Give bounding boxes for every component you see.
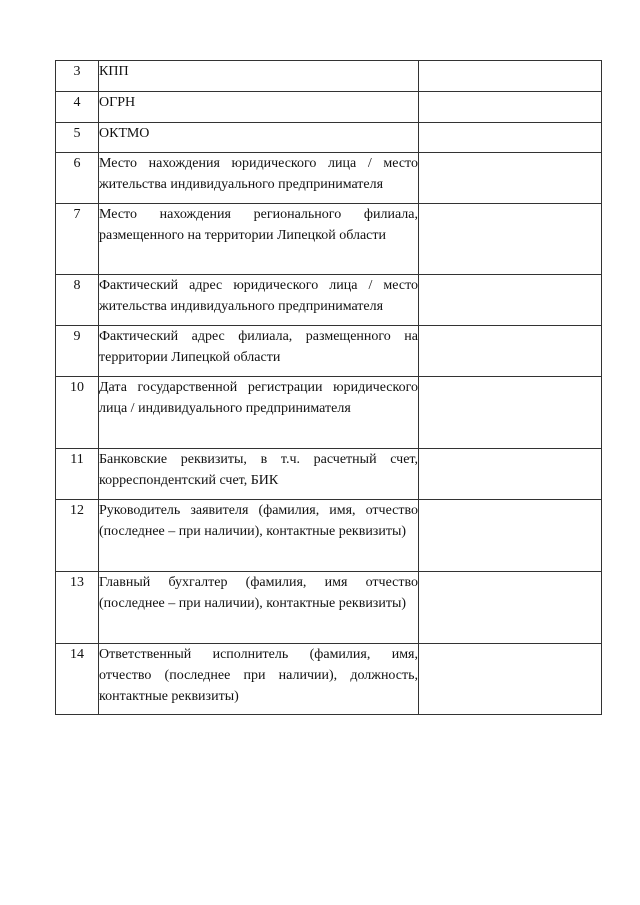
row-value-cell[interactable] (419, 377, 602, 449)
row-label: Ответственный исполнитель (фамилия, имя, отчество (последнее при наличии), должность, контактные реквизиты) (99, 644, 419, 715)
row-value-cell[interactable] (419, 92, 602, 123)
row-number: 8 (56, 275, 99, 326)
table-row (56, 204, 602, 275)
table-row (56, 377, 602, 449)
row-label: Дата государственной регистрации юридического лица / индивидуального предпринимателя (99, 377, 419, 449)
table-row (56, 275, 602, 326)
row-value-cell[interactable] (419, 572, 602, 644)
row-number: 4 (56, 92, 99, 123)
row-value-cell[interactable] (419, 61, 602, 92)
row-value-cell[interactable] (419, 449, 602, 500)
table-row (56, 500, 602, 572)
table-row (56, 572, 602, 644)
row-value-cell[interactable] (419, 326, 602, 377)
row-value-cell[interactable] (419, 644, 602, 715)
row-label: Фактический адрес филиала, размещенного на территории Липецкой области (99, 326, 419, 377)
row-label: КПП (99, 61, 419, 92)
row-value-cell[interactable] (419, 500, 602, 572)
table-row (56, 123, 602, 153)
table-row (56, 61, 602, 92)
table-row (56, 92, 602, 123)
applicant-info-table (55, 60, 602, 715)
row-number: 3 (56, 61, 99, 92)
row-value-cell[interactable] (419, 123, 602, 153)
table-row (56, 326, 602, 377)
row-number: 11 (56, 449, 99, 500)
row-value-cell[interactable] (419, 204, 602, 275)
row-label: Место нахождения регионального филиала, размещенного на территории Липецкой области (99, 204, 419, 275)
row-number: 10 (56, 377, 99, 449)
table-row (56, 449, 602, 500)
row-number: 9 (56, 326, 99, 377)
row-value-cell[interactable] (419, 275, 602, 326)
row-label: Руководитель заявителя (фамилия, имя, отчество (последнее – при наличии), контактные реквизиты) (99, 500, 419, 572)
row-label: Банковские реквизиты, в т.ч. расчетный счет, корреспондентский счет, БИК (99, 449, 419, 500)
row-number: 7 (56, 204, 99, 275)
row-label: Главный бухгалтер (фамилия, имя отчество (последнее – при наличии), контактные реквизиты) (99, 572, 419, 644)
row-value-cell[interactable] (419, 153, 602, 204)
row-number: 12 (56, 500, 99, 572)
table-row (56, 153, 602, 204)
row-label: ОКТМО (99, 123, 419, 153)
row-number: 13 (56, 572, 99, 644)
row-label: ОГРН (99, 92, 419, 123)
row-number: 14 (56, 644, 99, 715)
row-label: Место нахождения юридического лица / место жительства индивидуального предпринимателя (99, 153, 419, 204)
row-label: Фактический адрес юридического лица / место жительства индивидуального предпринимателя (99, 275, 419, 326)
table-row (56, 644, 602, 715)
row-number: 5 (56, 123, 99, 153)
row-number: 6 (56, 153, 99, 204)
